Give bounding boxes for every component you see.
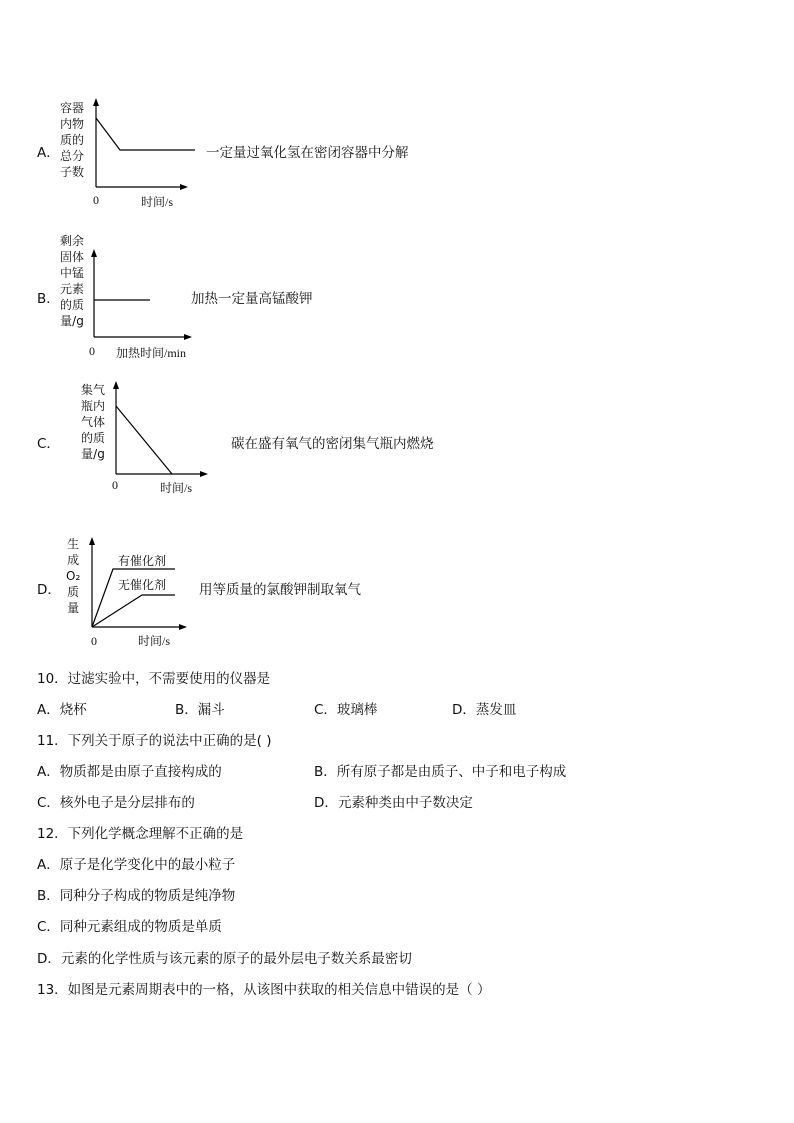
y-axis-label: 容器 内物 质的 总分 子数 [60, 101, 85, 179]
choice-d: D．元素种类由中子数决定 [314, 795, 473, 811]
choice-a: A．烧杯 [37, 702, 87, 718]
choice-d: D．蒸发皿 [452, 702, 517, 718]
option-letter: D． [37, 582, 61, 598]
y-axis-label: 剩余 固体 中锰 元素 的质 量/g [60, 234, 85, 328]
choice-b: B．同种分子构成的物质是纯净物 [37, 888, 236, 904]
option-description: 用等质量的氯酸钾制取氧气 [199, 582, 361, 598]
option-letter: B． [37, 291, 60, 307]
curve-label-without-catalyst: 无催化剂 [118, 578, 167, 592]
choice-c: C．玻璃棒 [314, 702, 378, 718]
option-description: 一定量过氧化氢在密闭容器中分解 [206, 145, 409, 161]
option-description: 加热一定量高锰酸钾 [191, 291, 313, 307]
y-axis-arrow [89, 537, 95, 545]
option-description: 碳在盛有氧气的密闭集气瓶内燃烧 [231, 436, 434, 452]
choice-d: D．元素的化学性质与该元素的原子的最外层电子数关系最密切 [37, 951, 412, 967]
origin-label: 0 [112, 478, 118, 492]
origin-label: 0 [91, 634, 97, 648]
choice-b: B．所有原子都是由质子、中子和电子构成 [314, 764, 567, 780]
option-letter: A． [37, 145, 60, 161]
option-letter: C． [37, 436, 60, 452]
x-axis-label: 时间/s [160, 481, 193, 495]
choice-c: C．同种元素组成的物质是单质 [37, 919, 222, 935]
choice-b: B．漏斗 [175, 702, 225, 718]
x-axis-label: 时间/s [141, 195, 174, 209]
origin-label: 0 [93, 193, 99, 207]
question-stem: 11．下列关于原子的说法中正确的是( ) [37, 733, 272, 749]
question-stem: 12．下列化学概念理解不正确的是 [37, 826, 244, 842]
y-axis-label: 集气 瓶内 气体 的质 量/g [81, 383, 106, 461]
choice-a: A．物质都是由原子直接构成的 [37, 764, 222, 780]
x-axis-label: 加热时间/min [116, 346, 187, 360]
x-axis-label: 时间/s [138, 634, 171, 648]
choice-c: C．核外电子是分层排布的 [37, 795, 195, 811]
question-stem: 13．如图是元素周期表中的一格，从该图中获取的相关信息中错误的是（ ） [37, 982, 491, 998]
origin-label: 0 [89, 344, 95, 358]
question-stem: 10．过滤实验中，不需要使用的仪器是 [37, 671, 271, 687]
curve-label-with-catalyst: 有催化剂 [118, 554, 167, 568]
curve-without-catalyst [92, 595, 175, 627]
y-axis-label: 生 成 O₂ 质 量 [66, 537, 81, 615]
x-axis-arrow [179, 624, 187, 630]
choice-a: A．原子是化学变化中的最小粒子 [37, 857, 236, 873]
